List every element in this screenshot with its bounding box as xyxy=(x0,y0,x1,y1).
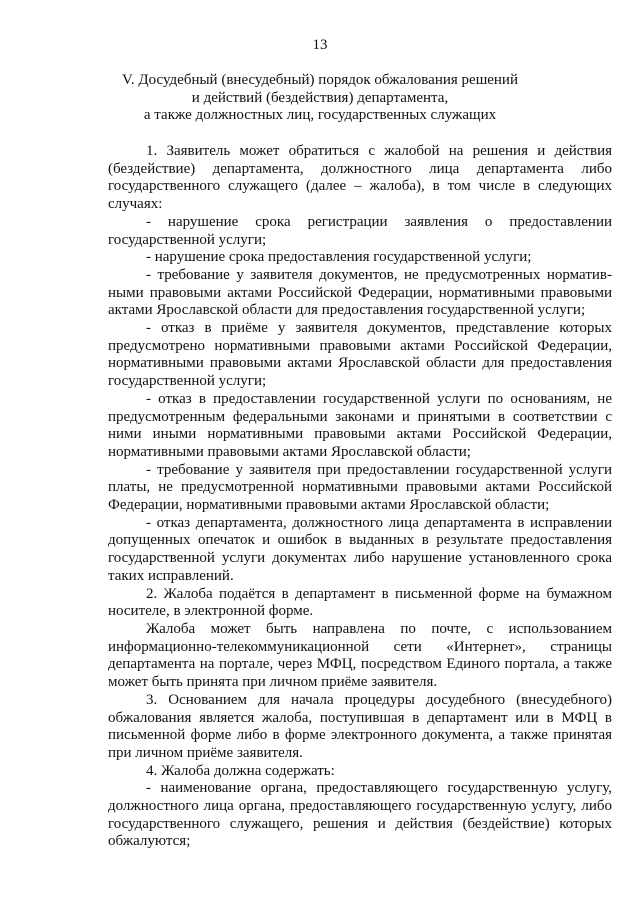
list-item: - отказ в приёме у заявителя документов, представление которых предусмотрено нормативными правовыми актами Российской Федерации, нормативными правовыми актами Ярославской области для предоставления государственной услуги; xyxy=(108,320,612,390)
section-heading xyxy=(100,72,540,125)
list-item: - нарушение срока регистрации заявления о предоставлении государственной услуги; xyxy=(108,213,612,248)
paragraph-item-3: 3. Основанием для начала процедуры досудебного (внесудебного) обжалования является жалоба, поступившая в департамент или в МФЦ в письменной форме либо в форме электронного документа, а также принятая при личном приёме заявителя. xyxy=(108,691,612,761)
list-item: - отказ в предоставлении государственной услуги по основаниям, не предусмотренным федеральными законами и принятыми в соответствии с ними иными нормативными правовыми актами Российской Федерации, нормативными правовыми актами Ярославской области; xyxy=(108,390,612,460)
paragraph: Жалоба может быть направлена по почте, с использованием информационно-телекоммуникационной сети «Интернет», страницы департамента на портале, через МФЦ, посредством Единого портала, а также может быть принята при личном приёме заявителя. xyxy=(108,620,612,691)
paragraph-item-4: 4. Жалоба должна содержать: xyxy=(146,762,335,779)
heading-line: и действий (бездействия) департамента, xyxy=(191,89,449,106)
section-body xyxy=(108,143,612,851)
heading-line: а также должностных лиц, государственных служащих xyxy=(143,107,497,123)
heading-line: V. Досудебный (внесудебный) порядок обжалования решений xyxy=(122,72,518,88)
paragraph-item-1: 1. Заявитель может обратиться с жалобой на решения и действия (бездействие) департамента, должностного лица департамента либо государственного служащего (далее – жалоба), в том числе в следующих случаях: xyxy=(108,143,612,213)
list-item: - нарушение срока предоставления государственной услуги; xyxy=(146,249,532,266)
page-number: 13 xyxy=(312,37,328,53)
list-item: - требование у заявителя документов, не предусмотренных нормативными правовыми актами Российской Федерации, нормативными правовыми актами Ярославской области для предоставления государственной услуги; xyxy=(108,266,612,319)
list-item: - отказ департамента, должностного лица департамента в исправлении допущенных опечаток и ошибок в выданных в результате предоставления государственной услуги документах либо нарушение установленного срока таких исправлений. xyxy=(108,514,612,584)
list-item: - наименование органа, предоставляющего государственную услугу, должностного лица органа, предоставляющего государственную услугу, либо государственного служащего, решения и действия (бездействие) которых обжалуются; xyxy=(108,780,612,850)
paragraph-item-2: 2. Жалоба подаётся в департамент в письменной форме на бумажном носителе, в электронной форме. xyxy=(108,585,612,620)
list-item: - требование у заявителя при предоставлении государственной услуги платы, не предусмотренной нормативными правовыми актами Российской Федерации, нормативными правовыми актами Ярославской области; xyxy=(108,461,612,514)
